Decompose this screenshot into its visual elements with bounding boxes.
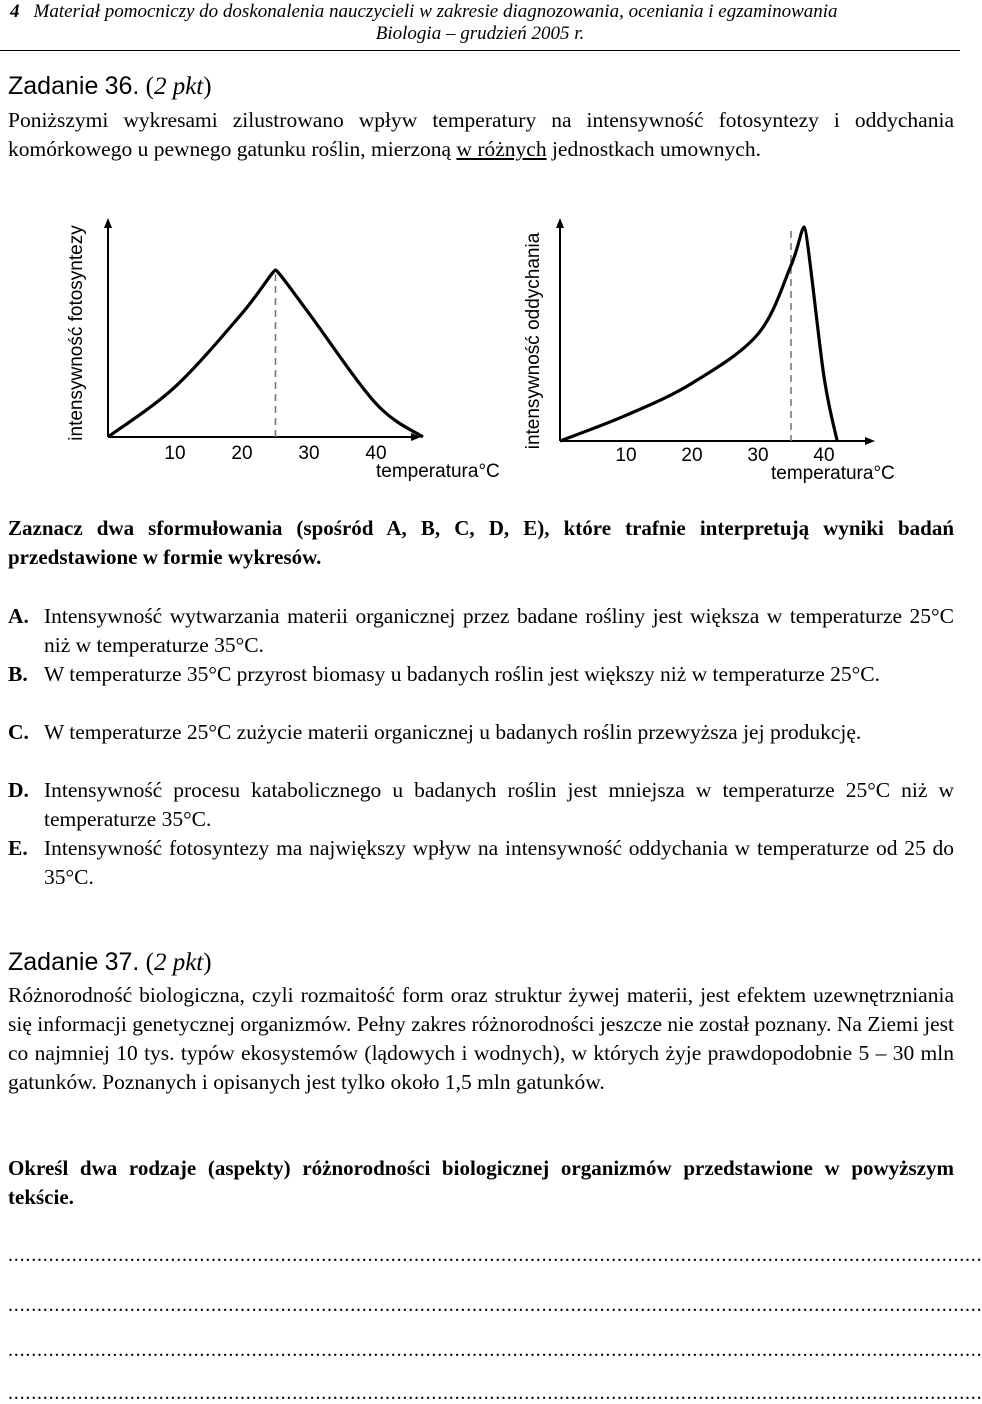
- respiration-curve: [560, 227, 837, 441]
- x-axis-label: temperatura°C: [376, 461, 500, 482]
- answer-line-4[interactable]: ........................................................................................................................................................................: [8, 1382, 982, 1404]
- task-36-points-num: 2: [153, 73, 167, 100]
- page-header: [0, 0, 960, 51]
- task-36-title: [8, 71, 212, 102]
- task-36-points-word: pkt: [172, 73, 204, 100]
- option-letter: C.: [8, 720, 29, 744]
- answer-line-1[interactable]: ........................................................................................................................................................................: [8, 1244, 982, 1266]
- task-37-number: 37.: [104, 948, 140, 976]
- task-36-instruction: Zaznacz dwa sformułowania (spośród A, B, C, D, E), które trafnie interpretują wyniki badań przedstawione w formie wykresów.: [8, 516, 954, 569]
- option-text: W temperaturze 35°C przyrost biomasy u badanych roślin jest większy niż w temperaturze 25°C.: [44, 662, 880, 686]
- option-letter: B.: [8, 662, 28, 686]
- task-37-points-close: ): [203, 949, 212, 976]
- x-tick-labels: [164, 443, 386, 464]
- x-tick-label: 20: [231, 443, 253, 464]
- option-e[interactable]: [8, 834, 954, 892]
- option-text: Intensywność procesu katabolicznego u badanych roślin jest mniejsza w temperaturze 25°C niż w temperaturze 35°C.: [44, 778, 954, 831]
- option-d[interactable]: [8, 776, 954, 834]
- task-37-paragraph: Różnorodność biologiczna, czyli rozmaitość form oraz struktur żywej materii, jest efektem uzewnętrzniania się informacji genetycznej organizmów. Pełny zakres różnorodności jeszcze nie został poznany. Na Ziemi jest co najmniej 10 tys. typów ekosystemów (lądowych i wodnych), w których żyje prawdopodobnie 5 – 30 mln gatunków. Poznanych i opisanych jest tylko około 1,5 mln gatunków.: [8, 983, 954, 1094]
- task-37-points-open: (: [145, 949, 154, 976]
- task-37-instruction: Określ dwa rodzaje (aspekty) różnorodności biologicznej organizmów przedstawione w powyższym tekście.: [8, 1156, 954, 1209]
- task-36-intro-underlined: w różnych: [456, 137, 547, 161]
- option-text: W temperaturze 25°C zużycie materii organicznej u badanych roślin przewyższa jej produkcję.: [44, 720, 862, 744]
- header-line-1: [10, 0, 838, 24]
- x-tick-label: 20: [681, 445, 703, 466]
- task-37-title: [8, 947, 212, 978]
- option-text: Intensywność wytwarzania materii organicznej przez badane rośliny jest większa w temperaturze 25°C niż w temperaturze 35°C.: [44, 604, 954, 657]
- task-37-prefix: Zadanie: [8, 948, 99, 976]
- option-letter: D.: [8, 778, 29, 802]
- respiration-chart: [515, 215, 915, 495]
- x-tick-label: 30: [747, 445, 769, 466]
- task-37-points-word: pkt: [172, 949, 204, 976]
- option-letter: E.: [8, 836, 28, 860]
- answer-line-3[interactable]: ........................................................................................................................................................................: [8, 1339, 982, 1361]
- option-b[interactable]: [8, 660, 954, 689]
- header-subtitle: Biologia – grudzień 2005 r.: [375, 23, 585, 44]
- option-c[interactable]: [8, 718, 954, 747]
- photosynthesis-curve: [108, 270, 423, 437]
- option-text: Intensywność fotosyntezy ma największy wpływ na intensywność oddychania w temperaturze od 25 do 35°C.: [44, 836, 954, 889]
- header-title: Materiał pomocniczy do doskonalenia nauczycieli w zakresie diagnozowania, oceniania i egzaminowania: [33, 1, 838, 22]
- task-37-points-num: 2: [153, 949, 167, 976]
- task-36-intro: [8, 106, 954, 164]
- y-axis-label: intensywność oddychania: [523, 232, 544, 450]
- x-tick-label: 10: [615, 445, 637, 466]
- task-36-prefix: Zadanie: [8, 72, 99, 100]
- x-tick-label: 40: [365, 443, 387, 464]
- option-letter: A.: [8, 604, 29, 628]
- page-number: 4: [10, 1, 20, 22]
- photosynthesis-chart: [60, 215, 500, 490]
- task-36-number: 36.: [104, 72, 140, 100]
- task-36-points-open: (: [145, 73, 154, 100]
- y-axis-label: intensywność fotosyntezy: [66, 225, 87, 441]
- x-tick-label: 40: [813, 445, 835, 466]
- task-36-intro-part1: Poniższymi wykresami zilustrowano wpływ temperatury na intensywność fotosyntezy i oddychania komórkowego u pewnego gatunku roślin, mierzoną: [8, 108, 954, 161]
- answer-line-2[interactable]: ........................................................................................................................................................................: [8, 1294, 982, 1316]
- task-36-intro-part2: jednostkach umownych.: [551, 137, 761, 161]
- x-axis-label: temperatura°C: [771, 463, 895, 484]
- x-tick-label: 30: [298, 443, 320, 464]
- task-36-points-close: ): [203, 73, 212, 100]
- option-a[interactable]: [8, 602, 954, 660]
- x-tick-label: 10: [164, 443, 186, 464]
